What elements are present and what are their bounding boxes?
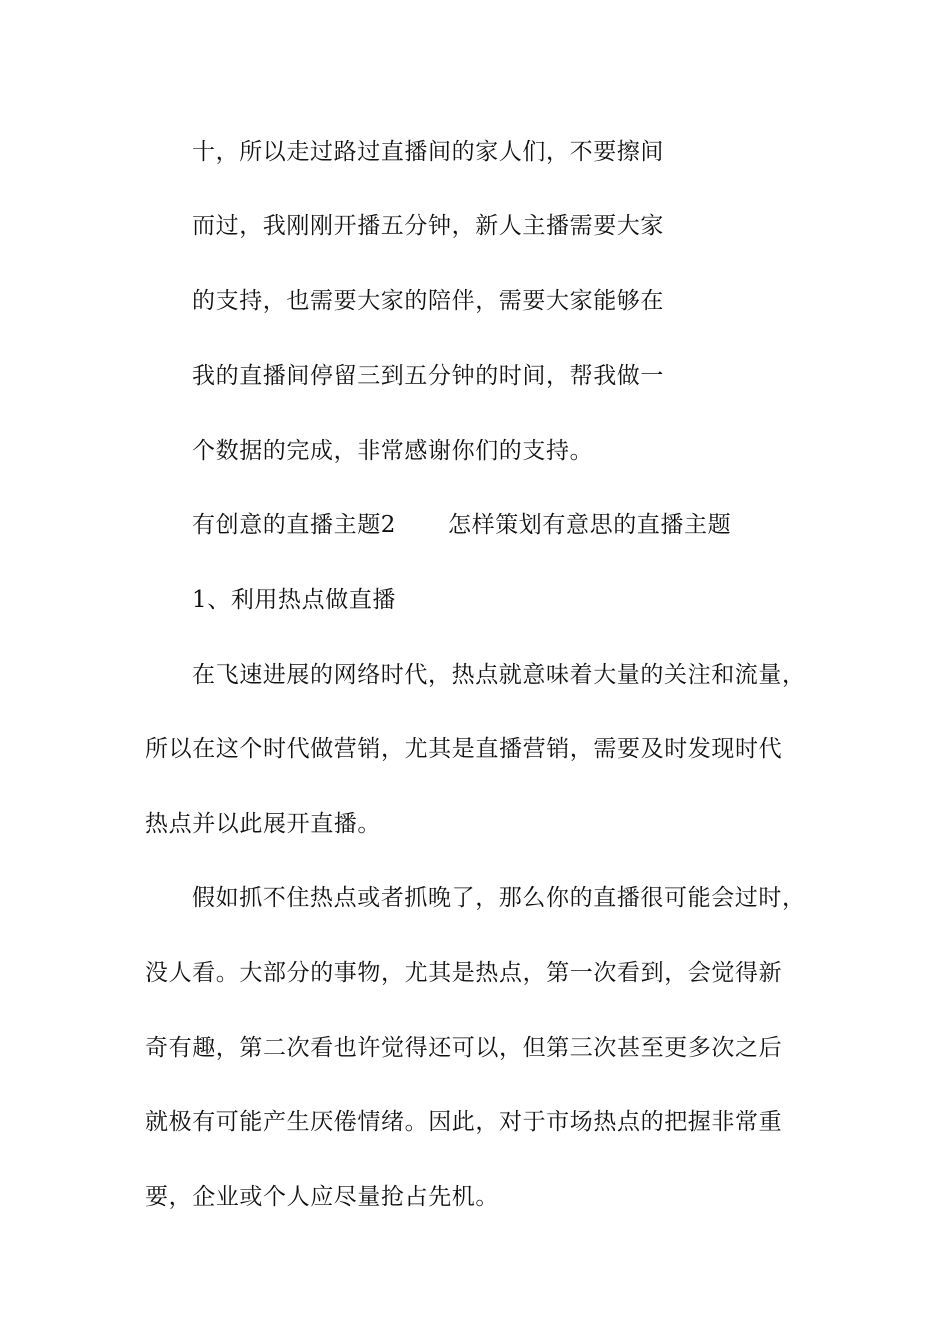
paragraph-line: 所以在这个时代做营销，尤其是直播营销，需要及时发现时代: [145, 736, 783, 762]
paragraph-line: 在飞速进展的网络时代，热点就意味着大量的关注和流量，: [192, 662, 806, 688]
paragraph-line: 假如抓不住热点或者抓晚了，那么你的直播很可能会过时，: [192, 885, 806, 911]
text-line: 个数据的完成，非常感谢你们的支持。: [192, 438, 594, 464]
text-line: 的支持，也需要大家的陪伴，需要大家能够在: [192, 288, 664, 314]
text-line: 我的直播间停留三到五分钟的时间，帮我做一: [192, 363, 664, 389]
subheading: 1、利用热点做直播: [192, 587, 397, 613]
paragraph-line: 热点并以此展开直播。: [145, 811, 381, 837]
text-line: 十，所以走过路过直播间的家人们，不要擦间: [192, 139, 664, 165]
paragraph-line: 要，企业或个人应尽量抢占先机。: [145, 1184, 499, 1210]
paragraph-line: 就极有可能产生厌倦情绪。因此，对于市场热点的把握非常重: [145, 1109, 783, 1135]
text-line: 而过，我刚刚开播五分钟，新人主播需要大家: [192, 213, 664, 239]
paragraph-line: 奇有趣，第二次看也许觉得还可以，但第三次甚至更多次之后: [145, 1035, 783, 1061]
section-heading-title: 怎样策划有意思的直播主题: [448, 512, 732, 538]
section-heading-number: 有创意的直播主题2: [192, 512, 397, 538]
paragraph-line: 没人看。大部分的事物，尤其是热点，第一次看到，会觉得新: [145, 960, 783, 986]
